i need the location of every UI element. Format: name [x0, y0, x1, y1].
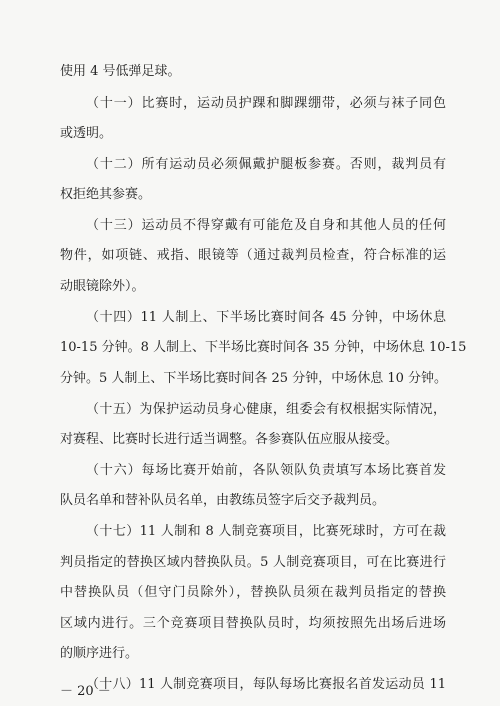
- text-line: （十八）11 人制竞赛项目，每队每场比赛报名首发运动员 11: [86, 677, 446, 692]
- text-line: 物件，如项链、戒指、眼镜等（通过裁判员检查，符合标准的运: [60, 248, 446, 263]
- text-line: 判员指定的替换区域内替换队员。5 人制竞赛项目，可在比赛进行: [60, 555, 446, 570]
- text-line: 中替换队员（但守门员除外），替换队员须在裁判员指定的替换: [60, 585, 446, 600]
- text-line: 分钟。5 人制上、下半场比赛时间各 25 分钟，中场休息 10 分钟。: [60, 371, 448, 386]
- text-line: 的顺序进行。: [60, 646, 139, 661]
- text-line: （十三）运动员不得穿戴有可能危及自身和其他人员的任何: [86, 218, 446, 233]
- text-line: （十二）所有运动员必须佩戴护腿板参赛。否则，裁判员有: [86, 157, 446, 172]
- text-line: （十七）11 人制和 8 人制竞赛项目，比赛死球时，方可在裁: [86, 524, 446, 539]
- text-line: 对赛程、比赛时长进行适当调整。各参赛队伍应服从接受。: [60, 432, 399, 447]
- text-line: 队员名单和替补队员名单，由教练员签字后交予裁判员。: [60, 493, 386, 508]
- text-line: 10-15 分钟。8 人制上、下半场比赛时间各 35 分钟，中场休息 10-15: [60, 340, 467, 355]
- text-line: 动眼镜除外）。: [60, 279, 145, 294]
- page-number: － 20 －: [60, 684, 111, 699]
- text-line: （十五）为保护运动员身心健康，组委会有权根据实际情况，: [86, 402, 446, 417]
- text-line: 区域内进行。三个竞赛项目替换队员时，均须按照先出场后进场: [60, 616, 446, 631]
- text-line: 使用 4 号低弹足球。: [60, 64, 181, 79]
- text-line: 权拒绝其参赛。: [60, 187, 152, 202]
- text-line: （十六）每场比赛开始前，各队领队负责填写本场比赛首发: [86, 463, 446, 478]
- text-line: 或透明。: [60, 126, 113, 141]
- text-line: （十四）11 人制上、下半场比赛时间各 45 分钟，中场休息: [86, 310, 446, 325]
- text-line: （十一）比赛时，运动员护踝和脚踝绷带，必须与袜子同色: [86, 96, 446, 111]
